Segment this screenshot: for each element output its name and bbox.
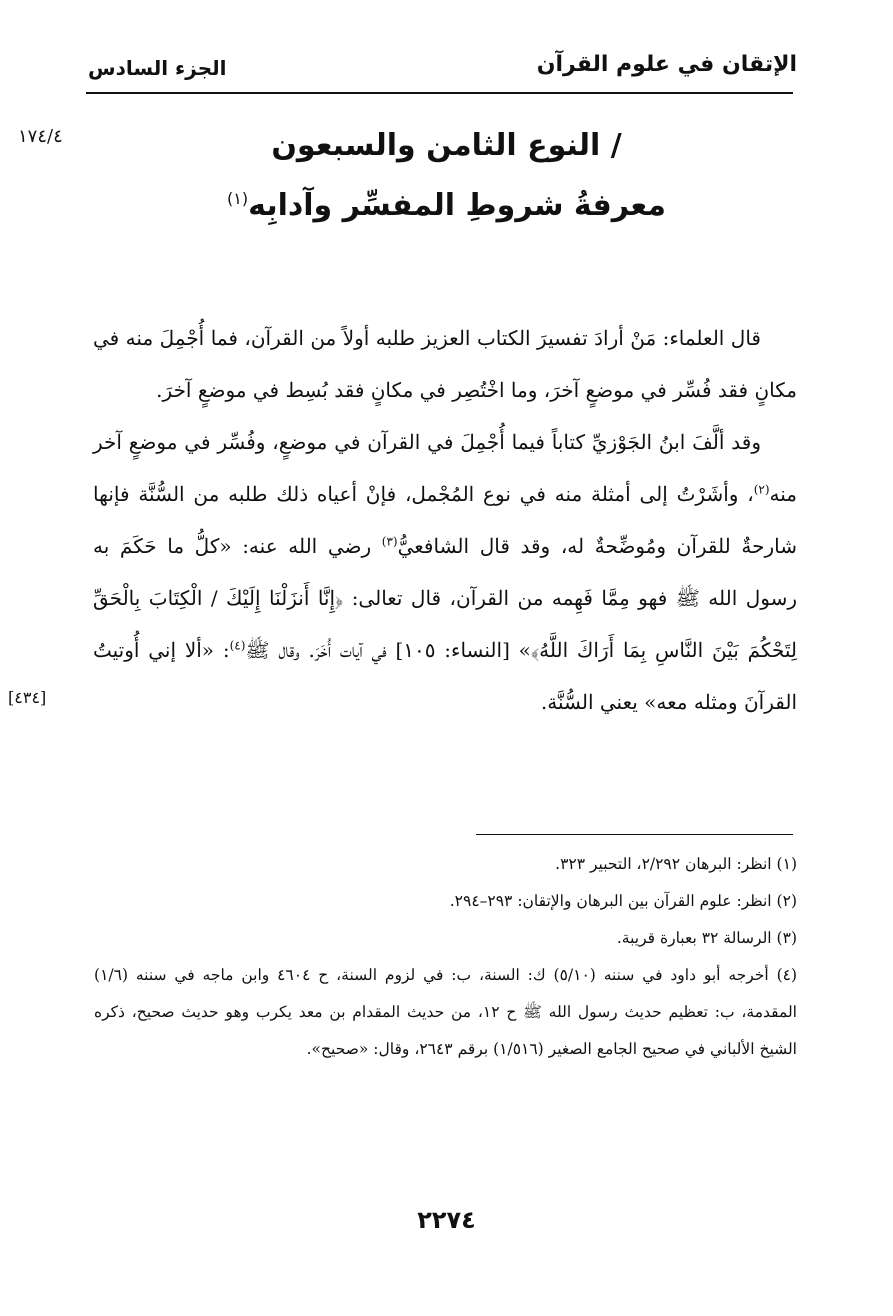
footnote-text: انظر: البرهان ٢/٢٩٢، التحبير ٣٢٣. [555, 855, 772, 873]
header-rule [86, 92, 793, 94]
margin-reference-page: [٤٣٤] [8, 688, 47, 707]
footnote [94, 883, 797, 920]
footnote-marker: (٤) [229, 638, 246, 653]
footnote-number: (١) [776, 855, 797, 873]
footnote-text: أخرجه أبو داود في سننه (٥/١٠) ك: السنة، ب: في لزوم السنة، ح ٤٦٠٤ وابن ماجه في سننه (١/٦) المقدمة، ب: تعظيم حديث رسول الله ﷺ ح ١٢، من حديث المقدام بن معد يكرب وهو حديث صحيح، ذكره الشيخ الألباني في صحيح الجامع الصغير (١/٥١٦) برقم ٢٦٤٣، وقال: «صحيح». [94, 966, 797, 1058]
footnote [94, 846, 797, 883]
paragraph-text: ، وأشَرْتُ إلى أمثلة منه في نوع المُجْمل، فإنْ أعياه ذلك طلبه من السُّنَّة فإنها شارحةٌ للقرآن ومُوضِّحةٌ له، وقد قال الشافعيُّ [93, 482, 797, 558]
paragraph [93, 416, 797, 728]
footnote-marker: (٢) [753, 482, 770, 497]
paragraph: قال العلماء: مَنْ أرادَ تفسيرَ الكتاب العزيز طلبه أولاً من القرآن، فما أُجْمِلَ منه في مكانٍ فقد فُسِّر في موضعٍ آخرَ، وما اخْتُصِر في مكانٍ فقد بُسِط في موضعٍ آخرَ. [93, 326, 797, 402]
footnote [94, 957, 797, 1068]
footnotes [94, 846, 797, 1068]
footnote-text: انظر: علوم القرآن بين البرهان والإتقان: ٢٩٣–٢٩٤. [449, 892, 772, 910]
footnote-text: الرسالة ٣٢ بعبارة قريبة. [616, 929, 772, 947]
chapter-title: / النوع الثامن والسبعون [271, 128, 622, 163]
footnote-number: (٤) [776, 966, 798, 984]
paragraph-text: وقد ألَّفَ ابنُ الجَوْزيِّ كتاباً فيما أُجْمِلَ في القرآن في موضعٍ، وفُسِّر في موضعٍ آخر منه [93, 430, 797, 506]
footnote-number: (٣) [776, 929, 797, 947]
footnote-number: (٢) [776, 892, 797, 910]
paragraph-text: : «ألا إني أُوتيتُ القرآنَ ومثله معه» يعني السُّنَّة. [93, 638, 797, 714]
footnote-marker: (١) [227, 189, 249, 208]
volume-label: الجزء السادس [88, 56, 227, 80]
running-title: الإتقان في علوم القرآن [536, 52, 797, 77]
margin-reference: ١٧٤/٤ [18, 126, 63, 147]
paragraph-text: رضي الله عنه: «كلُّ ما حَكَمَ به رسول الله ﷺ فهو مِمَّا فَهِمه من القرآن، قال تعالى: ﴿إِنَّا أَنزَلْنَا إِلَيْكَ / الْكِتَابَ بِالْحَقِّ لِتَحْكُمَ بَيْنَ النَّاسِ بِمَا أَرَاكَ اللَّهُ﴾» [النساء: ١٠٥] في آيات أُخَرَ. وقال ﷺ [93, 534, 797, 662]
chapter-subtitle [100, 188, 793, 223]
chapter-subtitle-text: معرفةُ شروطِ المفسِّر وآدابِه [248, 188, 666, 223]
footnote-marker: (٣) [381, 534, 398, 549]
body-text [93, 312, 797, 728]
footnote-rule [476, 834, 793, 835]
page-number: ٢٢٧٤ [417, 1206, 476, 1234]
footnote [94, 920, 797, 957]
